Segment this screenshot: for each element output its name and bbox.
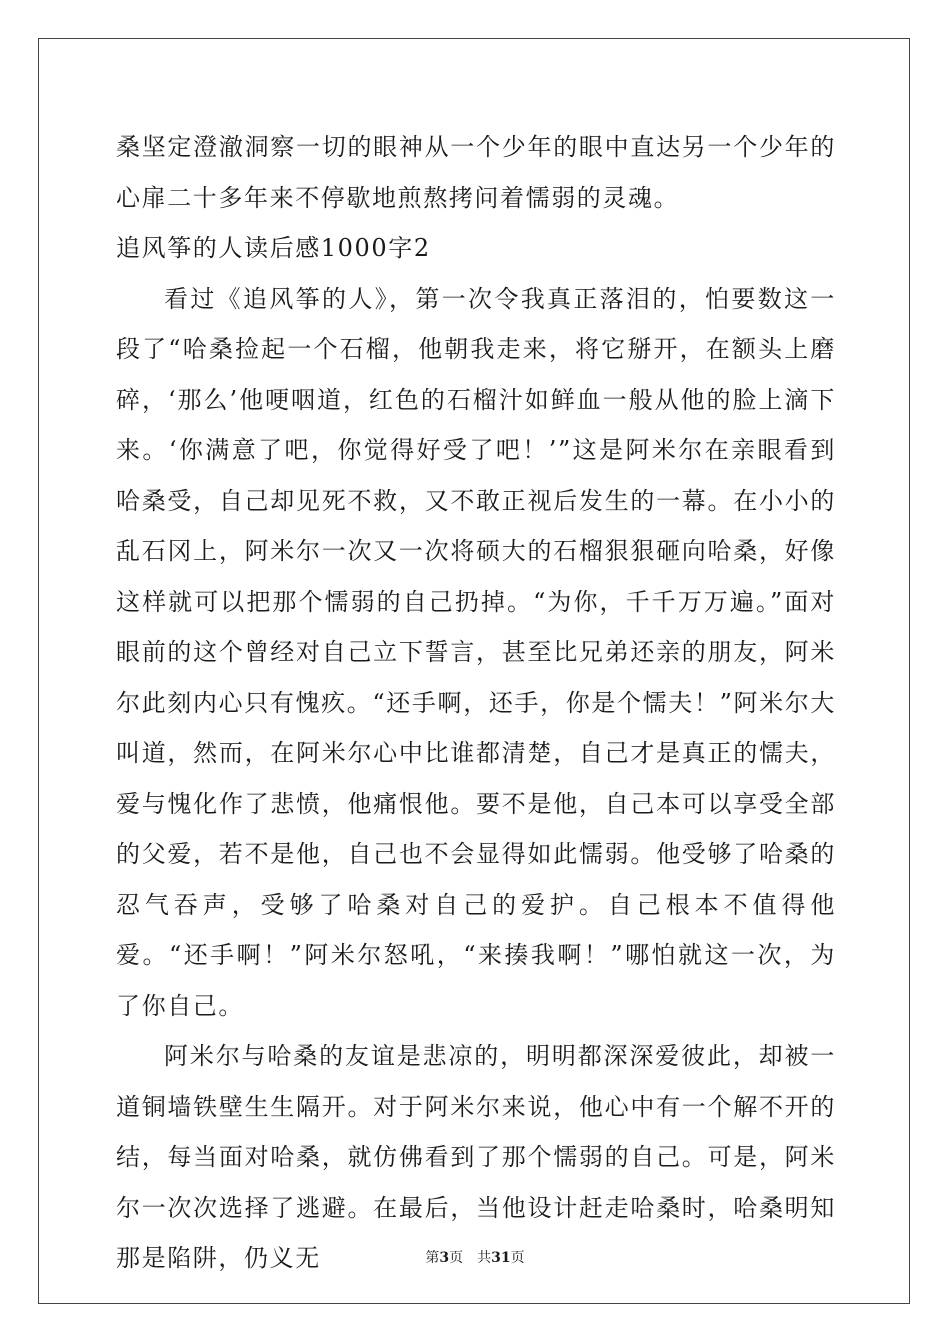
- page-number: 3: [439, 1250, 450, 1266]
- page-prefix: 第: [425, 1250, 440, 1266]
- total-prefix: 共: [477, 1250, 492, 1266]
- page-footer: [0, 1247, 950, 1267]
- paragraph-continuation: 桑坚定澄澈洞察一切的眼神从一个少年的眼中直达另一个少年的心扉二十多年来不停歇地煎熬拷问着懦弱的灵魂。: [116, 133, 836, 212]
- paragraph-2: 阿米尔与哈桑的友谊是悲凉的，明明都深深爱彼此，却被一道铜墙铁壁生生隔开。对于阿米尔来说，他心中有一个解不开的结，每当面对哈桑，就仿佛看到了那个懦弱的自己。可是，阿米尔一次次选择了逃避。在最后，当他设计赶走哈桑时，哈桑明知那是陷阱，仍义无: [116, 1042, 836, 1272]
- paragraph-1: 看过《追风筝的人》，第一次令我真正落泪的，怕要数这一段了“哈桑捡起一个石榴，他朝我走来，将它掰开，在额头上磨碎，‘那么’他哽咽道，红色的石榴汁如鲜血一般从他的脸上滴下来。‘你满意了吧，你觉得好受了吧！’”这是阿米尔在亲眼看到哈桑受，自己却见死不救，又不敢正视后发生的一幕。在小小的乱石冈上，阿米尔一次又一次将硕大的石榴狠狠砸向哈桑，好像这样就可以把那个懦弱的自己扔掉。“为你，千千万万遍。”面对眼前的这个曾经对自己立下誓言，甚至比兄弟还亲的朋友，阿米尔此刻内心只有愧疚。“还手啊，还手，你是个懦夫！”阿米尔大叫道，然而，在阿米尔心中比谁都清楚，自己才是真正的懦夫，爱与愧化作了悲愤，他痛恨他。要不是他，自己本可以享受全部的父爱，若不是他，自己也不会显得如此懦弱。他受够了哈桑的忍气吞声，受够了哈桑对自己的爱护。自己根本不值得他爱。“还手啊！”阿米尔怒吼，“来揍我啊！”哪怕就这一次，为了你自己。: [116, 284, 836, 1020]
- page-suffix: 页: [449, 1250, 464, 1266]
- total-suffix: 页: [510, 1250, 525, 1266]
- total-pages: 31: [491, 1250, 511, 1266]
- document-body: [116, 122, 836, 1284]
- section-heading: 追风筝的人读后感1000字2: [116, 234, 431, 262]
